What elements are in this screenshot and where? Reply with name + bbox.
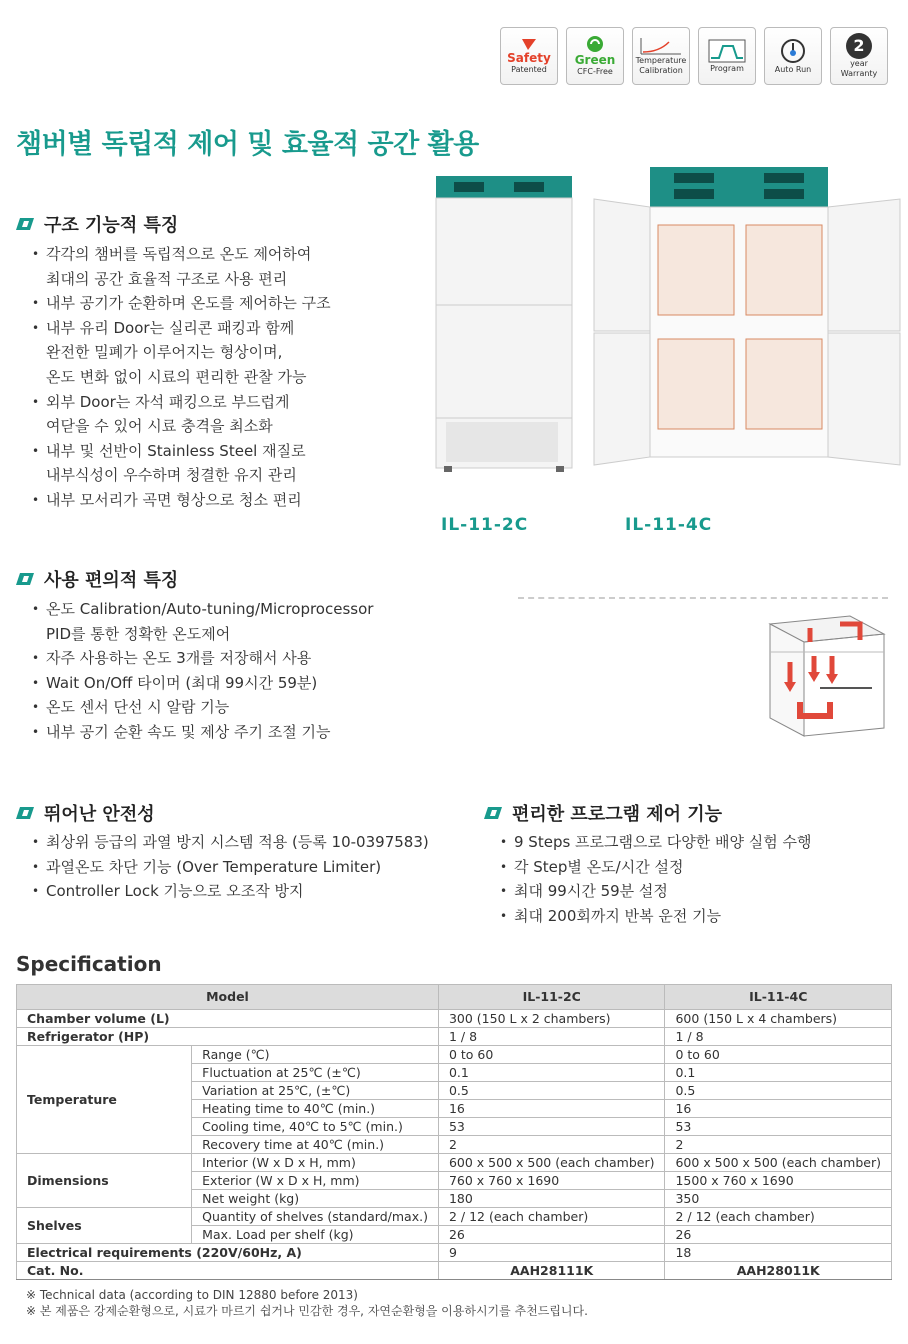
list-item: 내부식성이 우수하며 청결한 유지 관리 [46,466,297,485]
list-item: • 내부 모서리가 곡면 형상으로 청소 편리 [32,488,331,513]
safety-badge [500,27,558,85]
model-label-4c: IL-11-4C [625,515,713,535]
table-row [17,1010,892,1028]
badge-sub: CFC-Free [577,67,613,76]
cell-value: 1500 x 760 x 1690 [665,1172,892,1190]
row-label: Electrical requirements (220V/60Hz, A) [17,1244,439,1262]
cell-value: 300 (150 L x 2 chambers) [438,1010,665,1028]
row-label: Max. Load per shelf (kg) [192,1226,439,1244]
model-label-2c: IL-11-2C [441,515,529,535]
cell-value: 600 x 500 x 500 (each chamber) [665,1154,892,1172]
safety-list [32,830,429,904]
cell-value: 16 [438,1100,665,1118]
badge-main: Temperature [635,56,687,65]
safety-section-title [16,800,155,826]
cell-value: AAH28011K [665,1262,892,1280]
convenience-section-title [16,566,178,592]
cell-value: 1 / 8 [665,1028,892,1046]
autorun-badge [764,27,822,85]
convenience-list [32,597,373,745]
cell-value: 0.1 [665,1064,892,1082]
list-item: • 최상위 등급의 과열 방지 시스템 적용 (등록 10-0397583) [32,830,429,855]
list-item: • 9 Steps 프로그램으로 다양한 배양 실험 수행 [500,830,811,855]
footnote: ※ Technical data (according to DIN 12880 before 2013) [26,1288,358,1302]
cell-value: 1 / 8 [438,1028,665,1046]
badge-sub: Calibration [639,66,683,75]
cell-value: 2 / 12 (each chamber) [665,1208,892,1226]
cell-value: 180 [438,1190,665,1208]
cell-value: 600 x 500 x 500 (each chamber) [438,1154,665,1172]
dashed-divider [518,597,888,599]
header-col2: IL-11-4C [665,985,892,1010]
row-label: Exterior (W x D x H, mm) [192,1172,439,1190]
section-marker-icon [484,806,502,820]
list-item: • 자주 사용하는 온도 3개를 저장해서 사용 [32,646,373,671]
footnote: ※ 본 제품은 강제순환형으로, 시료가 마르기 쉽거나 민감한 경우, 자연순환형을 이용하시기를 추천드립니다. [26,1304,588,1318]
row-label: Chamber volume (L) [17,1010,439,1028]
cell-value: 600 (150 L x 4 chambers) [665,1010,892,1028]
structure-section-title [16,211,178,237]
row-label: Heating time to 40℃ (min.) [192,1100,439,1118]
group-label: Shelves [17,1208,192,1244]
list-item: • 내부 유리 Door는 실리콘 패킹과 함께 [32,316,331,341]
cell-value: 26 [665,1226,892,1244]
cell-value: 2 [438,1136,665,1154]
cell-value: 16 [665,1100,892,1118]
footnotes [26,1287,588,1319]
list-item: • Wait On/Off 타이머 (최대 99시간 59분) [32,671,373,696]
cell-value: 9 [438,1244,665,1262]
row-label: Recovery time at 40℃ (min.) [192,1136,439,1154]
warranty-number: 2 [846,33,872,59]
green-badge [566,27,624,85]
table-row [17,1208,892,1226]
row-label: Cooling time, 40℃ to 5℃ (min.) [192,1118,439,1136]
section-title-text: 사용 편의적 특징 [44,570,179,591]
cell-value: 18 [665,1244,892,1262]
section-marker-icon [16,806,34,820]
cell-value: 0.1 [438,1064,665,1082]
table-row [17,1262,892,1280]
cell-value: 760 x 760 x 1690 [438,1172,665,1190]
cell-value: 2 [665,1136,892,1154]
badge-sub: Program [710,64,744,73]
table-row [17,1028,892,1046]
page-headline: 챔버별 독립적 제어 및 효율적 공간 활용 [16,129,479,160]
section-title-text: 뛰어난 안전성 [44,804,155,825]
spec-table [16,984,892,1280]
list-item: 여닫을 수 있어 시료 충격을 최소화 [46,417,273,436]
section-marker-icon [16,572,34,586]
list-item: • 내부 공기 순환 속도 및 제상 주기 조절 기능 [32,720,373,745]
list-item: • Controller Lock 기능으로 오조작 방지 [32,879,429,904]
section-title-text: 편리한 프로그램 제어 기능 [512,804,723,825]
il-11-2c-image [430,170,580,475]
list-item: • 과열온도 차단 기능 (Over Temperature Limiter) [32,855,429,880]
row-label: Refrigerator (HP) [17,1028,439,1046]
cell-value: 53 [665,1118,892,1136]
table-row [17,1046,892,1064]
list-item: • 최대 200회까지 반복 운전 기능 [500,904,811,929]
program-section-title [484,800,722,826]
recycle-icon [585,35,605,53]
calibration-badge [632,27,690,85]
list-item: • 각 Step별 온도/시간 설정 [500,855,811,880]
list-item: PID를 통한 정확한 온도제어 [46,624,231,643]
list-item: • 내부 및 선반이 Stainless Steel 재질로 [32,439,331,464]
list-item: 최대의 공간 효율적 구조로 사용 편리 [46,269,288,288]
list-item: • 내부 공기가 순환하며 온도를 제어하는 구조 [32,291,331,316]
group-label: Dimensions [17,1154,192,1208]
cell-value: 26 [438,1226,665,1244]
row-label: Interior (W x D x H, mm) [192,1154,439,1172]
row-label: Cat. No. [17,1262,439,1280]
header-model: Model [17,985,439,1010]
row-label: Quantity of shelves (standard/max.) [192,1208,439,1226]
list-item: 온도 변화 없이 시료의 편리한 관찰 가능 [46,367,307,386]
row-label: Net weight (kg) [192,1190,439,1208]
section-title-text: 구조 기능적 특징 [44,215,179,236]
section-marker-icon [16,217,34,231]
list-item: • 외부 Door는 자석 패킹으로 부드럽게 [32,390,331,415]
list-item: 완전한 밀폐가 이루어지는 형상이며, [46,343,283,362]
badge-main: Safety [507,51,551,65]
list-item: • 온도 Calibration/Auto-tuning/Microprocessor [32,597,373,622]
cell-value: 0.5 [438,1082,665,1100]
program-badge [698,27,756,85]
cell-value: 0.5 [665,1082,892,1100]
safety-icon [514,37,544,51]
calibration-graph-icon [639,36,683,56]
row-label: Fluctuation at 25℃ (±℃) [192,1064,439,1082]
badge-sub: Patented [511,65,547,74]
list-item: • 온도 센서 단선 시 알람 기능 [32,695,373,720]
il-11-4c-image [590,163,902,468]
header-col1: IL-11-2C [438,985,665,1010]
badge-sub: Auto Run [774,65,812,74]
cell-value: 0 to 60 [665,1046,892,1064]
airflow-diagram [760,612,890,740]
program-list [500,830,811,928]
structure-list [32,242,331,513]
power-icon [779,37,807,65]
table-header-row [17,985,892,1010]
row-label: Range (℃) [192,1046,439,1064]
group-label: Temperature [17,1046,192,1154]
warranty-badge [830,27,888,85]
row-label: Variation at 25℃, (±℃) [192,1082,439,1100]
list-item: • 각각의 챔버를 독립적으로 온도 제어하여 [32,242,331,267]
table-row [17,1244,892,1262]
badge-main: year [850,59,868,68]
list-item: • 최대 99시간 59분 설정 [500,879,811,904]
spec-title: Specification [16,952,162,976]
cell-value: 2 / 12 (each chamber) [438,1208,665,1226]
badge-main: Green [574,53,616,67]
cell-value: AAH28111K [438,1262,665,1280]
cell-value: 0 to 60 [438,1046,665,1064]
badge-sub: Warranty [840,69,878,78]
cell-value: 350 [665,1190,892,1208]
cell-value: 53 [438,1118,665,1136]
feature-badges [500,27,888,85]
program-graph-icon [707,38,747,64]
table-row [17,1154,892,1172]
